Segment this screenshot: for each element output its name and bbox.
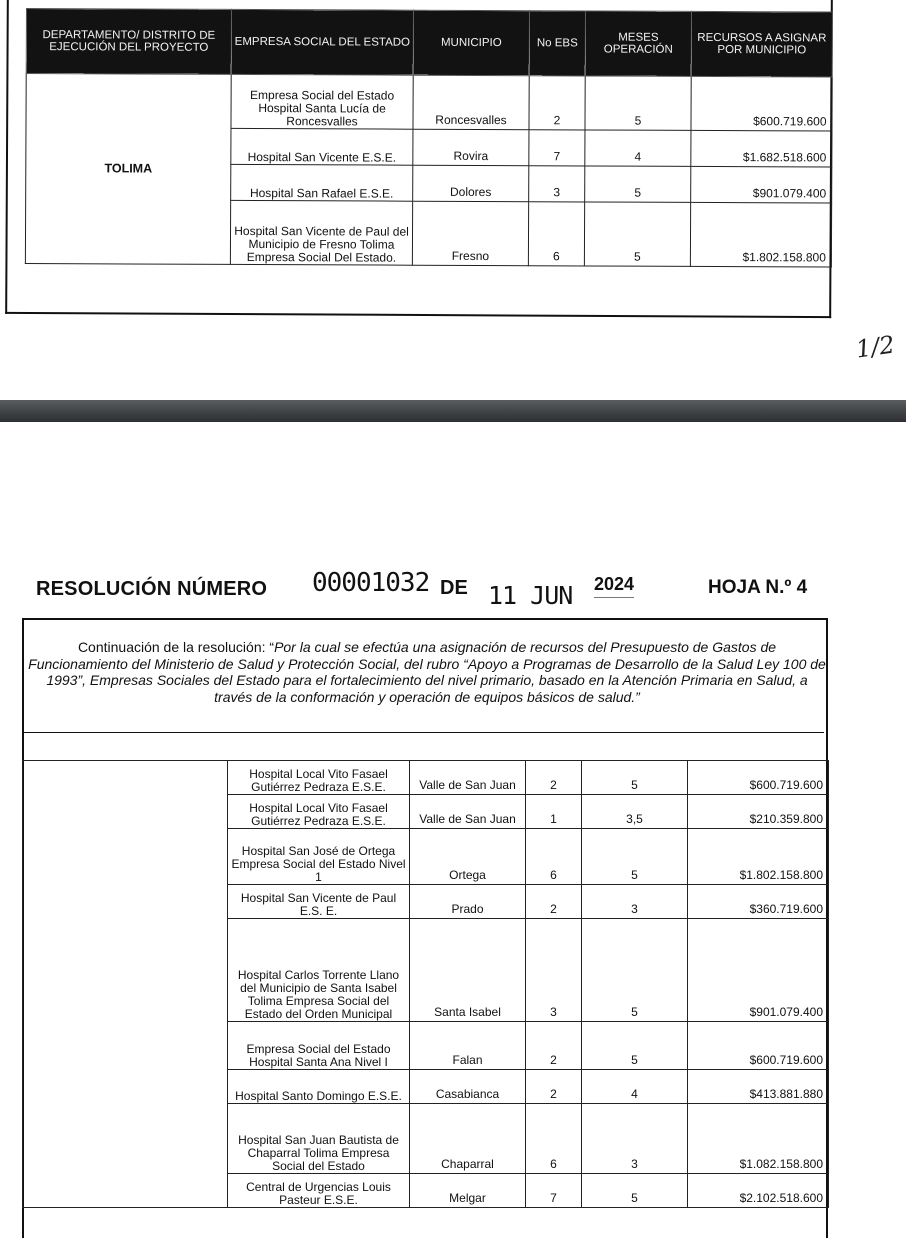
resolution-header: [0, 422, 906, 622]
ebs-cell: 3: [529, 166, 585, 202]
top-allocation-table: [25, 8, 833, 268]
page-divider-bar: [0, 400, 906, 422]
meses-cell: 5: [582, 829, 688, 885]
empresa-cell: Empresa Social del Estado Hospital Santa Ana Nivel I: [228, 1022, 410, 1070]
empresa-cell: Hospital Santo Domingo E.S.E.: [228, 1070, 410, 1104]
department-cell: TOLIMA: [25, 74, 231, 265]
header-ebs: No EBS: [529, 11, 585, 76]
header-departamento: DEPARTAMENTO/ DISTRITO DE EJECUCIÓN DEL PROYECTO: [26, 9, 231, 75]
empresa-cell: Hospital Local Vito Fasael Gutiérrez Pedraza E.S.E.: [228, 795, 410, 829]
meses-cell: 5: [582, 761, 688, 795]
resolution-year: 2024: [594, 574, 634, 598]
empresa-cell: Hospital San Juan Bautista de Chaparral Tolima Empresa Social del Estado: [228, 1104, 410, 1174]
recursos-cell: $210.359.800: [688, 795, 829, 829]
municipio-cell: Prado: [410, 885, 526, 919]
recursos-cell: $1.682.518.600: [691, 130, 832, 167]
meses-cell: 4: [582, 1070, 688, 1104]
recursos-cell: $1.802.158.800: [688, 829, 829, 885]
empresa-cell: Central de Urgencias Louis Pasteur E.S.E.: [228, 1174, 410, 1208]
header-meses: MESES OPERACIÓN: [585, 11, 691, 76]
meses-cell: 3: [582, 885, 688, 919]
recursos-cell: $901.079.400: [691, 166, 832, 203]
ebs-cell: 2: [526, 1070, 582, 1104]
ebs-cell: 3: [526, 919, 582, 1022]
municipio-cell: Valle de San Juan: [410, 761, 526, 795]
municipio-cell: Valle de San Juan: [410, 795, 526, 829]
resolution-label: RESOLUCIÓN NÚMERO: [36, 578, 268, 600]
ebs-cell: 6: [526, 1104, 582, 1174]
table-header-row: [26, 9, 832, 78]
empresa-cell: Empresa Social del Estado Hospital Santa Lucía de Roncesvalles: [231, 74, 413, 129]
continuation-lead: Continuación de la resolución: “: [77, 639, 275, 655]
meses-cell: 5: [582, 919, 688, 1022]
resolution-page: [0, 422, 906, 1215]
header-municipio: MUNICIPIO: [413, 10, 529, 76]
empresa-cell: Hospital San Vicente de Paul E.S. E.: [228, 885, 410, 919]
continuation-text: Por la cual se efectúa una asignación de recursos del Presupuesto de Gastos de Funcionamiento del Ministerio de Salud y Protección Social, del rubro “Apoyo a Programas de Desarrollo de la Salud Ley 100 de 1993”, Empresas Sociales del Estado para el fortalecimiento del nivel primario, basado en la Atención Primaria en Salud, a través de la conformación y operación de equipos básicos de salud.”: [28, 639, 826, 705]
meses-cell: 5: [585, 76, 691, 130]
recursos-cell: $360.719.600: [688, 885, 829, 919]
ebs-cell: 7: [529, 130, 585, 166]
empresa-cell: Hospital San Vicente de Paul del Municipio de Fresno Tolima Empresa Social Del Estado.: [230, 200, 412, 265]
table-row: [26, 74, 832, 132]
ebs-cell: 2: [529, 76, 585, 130]
empresa-cell: Hospital San Vicente E.S.E.: [231, 128, 413, 165]
recursos-cell: $1.802.158.800: [690, 202, 831, 267]
empresa-cell: Hospital Carlos Torrente Llano del Municipio de Santa Isabel Tolima Empresa Social del Estado del Orden Municipal: [228, 919, 410, 1022]
empresa-cell: Hospital San José de Ortega Empresa Social del Estado Nivel 1: [228, 829, 410, 885]
ebs-cell: 7: [526, 1174, 582, 1208]
recursos-cell: $600.719.600: [688, 1022, 829, 1070]
resolution-de: DE: [440, 577, 468, 599]
ebs-cell: 2: [526, 761, 582, 795]
continuation-paragraph: [28, 639, 826, 705]
municipio-cell: Casabianca: [410, 1070, 526, 1104]
municipio-cell: Fresno: [412, 201, 528, 266]
header-empresa: EMPRESA SOCIAL DEL ESTADO: [231, 9, 413, 75]
meses-cell: 5: [582, 1022, 688, 1070]
meses-cell: 3: [582, 1104, 688, 1174]
resolution-date: 11 JUN: [488, 581, 573, 610]
handwritten-signature: 1/2: [854, 330, 897, 364]
meses-cell: 5: [585, 166, 691, 202]
empresa-cell: Hospital Local Vito Fasael Gutiérrez Pedraza E.S.E.: [228, 761, 410, 795]
header-recursos: RECURSOS A ASIGNAR POR MUNICIPIO: [691, 11, 832, 77]
recursos-cell: $1.082.158.800: [688, 1104, 829, 1174]
ebs-cell: 2: [526, 1022, 582, 1070]
recursos-cell: $2.102.518.600: [688, 1174, 829, 1208]
recursos-cell: $413.881.880: [688, 1070, 829, 1104]
ebs-cell: 2: [526, 885, 582, 919]
municipio-cell: Rovira: [413, 129, 529, 166]
bottom-allocation-table: [22, 760, 829, 1208]
ebs-cell: 1: [526, 795, 582, 829]
ebs-cell: 6: [526, 829, 582, 885]
department-cell-blank: [23, 761, 228, 1208]
empresa-cell: Hospital San Rafael E.S.E.: [231, 164, 413, 201]
municipio-cell: Santa Isabel: [410, 919, 526, 1022]
ebs-cell: 6: [528, 202, 584, 266]
meses-cell: 3,5: [582, 795, 688, 829]
municipio-cell: Chaparral: [410, 1104, 526, 1174]
meses-cell: 4: [585, 130, 691, 166]
recursos-cell: $901.079.400: [688, 919, 829, 1022]
recursos-cell: $600.719.600: [691, 76, 832, 131]
recursos-cell: $600.719.600: [688, 761, 829, 795]
meses-cell: 5: [582, 1174, 688, 1208]
municipio-cell: Dolores: [413, 165, 529, 202]
meses-cell: 5: [584, 202, 690, 266]
municipio-cell: Ortega: [410, 829, 526, 885]
resolution-number: 00001032: [312, 568, 430, 598]
previous-page-fragment: [0, 0, 906, 400]
table-row: [23, 761, 829, 795]
municipio-cell: Falan: [410, 1022, 526, 1070]
municipio-cell: Roncesvalles: [413, 75, 529, 130]
horizontal-rule: [24, 732, 824, 733]
municipio-cell: Melgar: [410, 1174, 526, 1208]
page-number: HOJA N.º 4: [708, 577, 808, 598]
